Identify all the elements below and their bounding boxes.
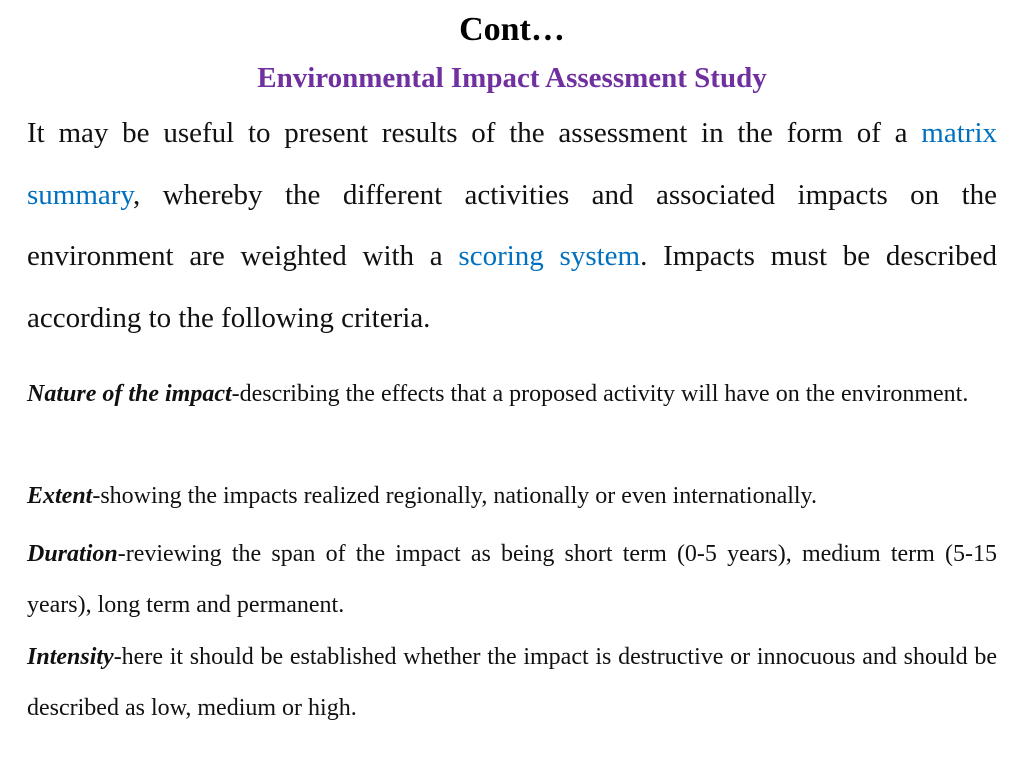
scoring-system-term: scoring system [458, 240, 641, 272]
criterion-description: -here it should be established whether the impact is destructive or innocuous and should be described as low, medium or high. [27, 644, 997, 721]
criterion-duration [27, 529, 997, 631]
criterion-term: Duration [27, 541, 118, 567]
criterion-term: Extent [27, 483, 93, 509]
slide-title: Cont… [459, 11, 565, 48]
intro-text-1: It may be useful to present results of the assessment in the form of a [27, 117, 922, 149]
criterion-term: Nature of the impact [27, 381, 232, 407]
criterion-description: -describing the effects that a proposed activity will have on the environment. [231, 381, 969, 407]
criterion-description: -reviewing the span of the impact as being short term (0-5 years), medium term (5-15 years), long term and permanent. [27, 541, 997, 618]
intro-text-3: . Impacts must be described according to the following criteria. [27, 240, 997, 334]
criterion-description: -showing the impacts realized regionally, nationally or even internationally. [92, 483, 817, 509]
criterion-term: Intensity [27, 644, 114, 670]
intro-paragraph [27, 103, 997, 349]
slide-subtitle: Environmental Impact Assessment Study [257, 62, 767, 94]
matrix-summary-term: matrix summary [27, 117, 997, 211]
criterion-extent [27, 471, 997, 522]
intro-text-2: , whereby the different activities and associated impacts on the environment are weighted with a [27, 178, 997, 272]
criterion-nature [27, 369, 997, 420]
criterion-intensity [27, 632, 997, 734]
